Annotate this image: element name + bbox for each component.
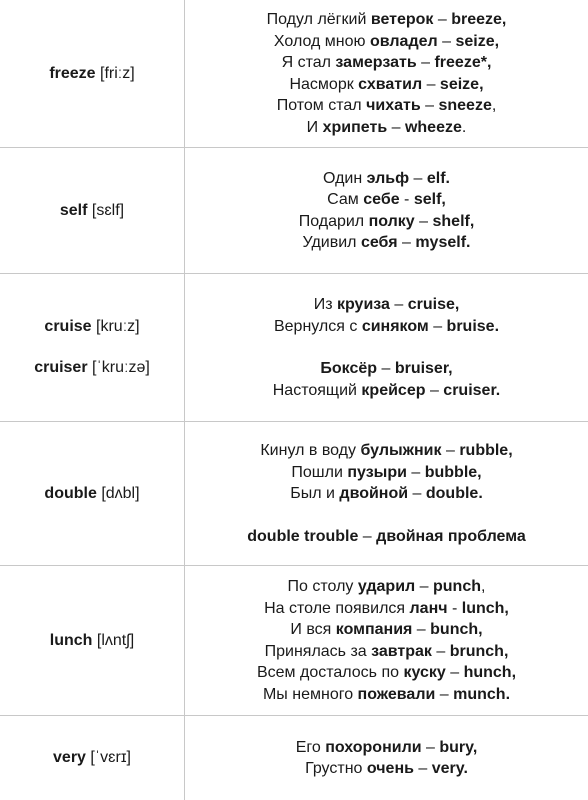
plain-text: Сам xyxy=(327,191,364,208)
plain-text: Холод мною xyxy=(273,32,370,50)
bold-word: Боксёр xyxy=(320,360,378,377)
poem-line xyxy=(264,598,509,620)
bold-word: self, xyxy=(413,191,446,208)
word-cell xyxy=(0,422,184,565)
bold-word: breeze, xyxy=(451,11,507,28)
bold-word: компания xyxy=(335,621,413,638)
plain-text: – xyxy=(412,621,431,638)
bold-word: двойная проблема xyxy=(376,527,526,545)
table-row xyxy=(0,422,588,566)
plain-text: – xyxy=(415,578,433,595)
poem-line xyxy=(314,294,460,316)
poem-line xyxy=(277,95,497,117)
headword: cruiser xyxy=(34,359,88,376)
plain-text: – xyxy=(389,296,408,313)
poem-cell xyxy=(185,566,588,715)
transcription: [ˈvɛrɪ] xyxy=(90,749,131,766)
poem-line xyxy=(260,440,512,462)
word-cell xyxy=(0,0,184,147)
bold-word: double trouble xyxy=(247,527,359,545)
bold-word: lunch, xyxy=(461,599,509,617)
bold-word: hunch, xyxy=(463,664,517,681)
plain-text: – xyxy=(421,738,440,756)
word-cell xyxy=(0,274,184,421)
bold-word: схватил xyxy=(358,75,423,93)
poem-line xyxy=(290,483,483,505)
plain-text: Его xyxy=(295,738,326,756)
plain-text: , xyxy=(491,97,497,114)
plain-text: – xyxy=(441,442,460,459)
bold-word: double. xyxy=(425,485,483,502)
plain-text: - xyxy=(399,191,414,208)
poem-cell xyxy=(185,422,588,565)
poem-line xyxy=(247,526,526,548)
transcription: [lʌntʃ] xyxy=(96,631,135,649)
transcription: [sɛlf] xyxy=(91,201,125,219)
plain-text: – xyxy=(414,212,433,230)
poem-line xyxy=(263,684,510,706)
table-row xyxy=(0,148,588,274)
plain-text: – xyxy=(437,32,456,50)
plain-text: – xyxy=(433,11,452,28)
poem-cell xyxy=(185,0,588,147)
headword: freeze xyxy=(49,64,96,82)
bold-word: very. xyxy=(431,760,468,777)
headword: very xyxy=(53,749,86,766)
plain-text: – xyxy=(377,360,395,377)
poem-line xyxy=(296,737,478,759)
bold-word: sneeze xyxy=(438,97,492,114)
bold-word: cruise, xyxy=(407,296,460,313)
transcription: [ˈkruːzə] xyxy=(92,359,150,376)
plain-text: – xyxy=(416,54,435,71)
plain-text: – xyxy=(408,485,426,502)
plain-text: – xyxy=(422,75,440,93)
plain-text: – xyxy=(387,118,405,136)
plain-text: Подарил xyxy=(298,212,369,230)
plain-text: По столу xyxy=(287,578,358,595)
plain-text: Я стал xyxy=(281,54,336,71)
bold-word: bubble, xyxy=(424,463,482,481)
poem-line xyxy=(307,117,467,139)
bold-word: cruiser. xyxy=(443,381,501,399)
bold-word: пузыри xyxy=(347,463,407,481)
plain-text: – xyxy=(409,169,427,187)
plain-text: Один xyxy=(322,169,367,187)
table-row xyxy=(0,566,588,716)
plain-text: – xyxy=(435,685,454,703)
plain-text: . xyxy=(461,118,467,136)
bold-word: ветерок xyxy=(370,11,434,28)
plain-text: – xyxy=(358,527,377,545)
plain-text: , xyxy=(481,578,486,595)
bold-word: myself. xyxy=(415,234,471,251)
word-cell xyxy=(0,716,184,800)
poem-cell xyxy=(185,716,588,800)
bold-word: пожевали xyxy=(357,685,436,703)
bold-word: полку xyxy=(368,212,415,230)
bold-word: bury, xyxy=(439,738,478,756)
plain-text: И xyxy=(306,118,323,136)
table-row xyxy=(0,716,588,800)
bold-word: brunch, xyxy=(449,642,509,660)
bold-word: чихать xyxy=(366,97,421,114)
poem-line xyxy=(267,9,507,31)
poem-line xyxy=(327,189,446,211)
plain-text: – xyxy=(428,317,447,335)
bold-word: punch xyxy=(433,578,481,595)
bold-word: овладел xyxy=(369,32,438,50)
bold-word: bunch, xyxy=(430,621,483,638)
poem-cell xyxy=(185,274,588,421)
poem-line xyxy=(282,52,492,74)
plain-text: – xyxy=(406,463,425,481)
bold-word: булыжник xyxy=(360,442,442,459)
plain-text: Всем досталось по xyxy=(256,664,404,681)
poem-line xyxy=(291,462,481,484)
poem-line xyxy=(290,619,482,641)
transcription: [friːz] xyxy=(100,64,135,82)
poem-line xyxy=(288,576,486,598)
poem-line xyxy=(305,758,468,780)
headword-entry xyxy=(60,201,124,221)
headword: cruise xyxy=(44,318,92,335)
poem-line xyxy=(274,316,499,338)
poem-line xyxy=(320,358,452,380)
table-row xyxy=(0,274,588,422)
bold-word: синяком xyxy=(361,317,429,335)
bold-word: хрипеть xyxy=(322,118,388,136)
poem-line xyxy=(274,31,499,53)
bold-word: elf. xyxy=(426,169,450,187)
plain-text: – xyxy=(397,234,416,251)
plain-text: Насморк xyxy=(289,75,359,93)
headword-entry xyxy=(44,317,139,337)
plain-text: Настоящий xyxy=(272,381,362,399)
plain-text: Подул лёгкий xyxy=(266,11,371,28)
word-cell xyxy=(0,148,184,273)
bold-word: себе xyxy=(363,191,400,208)
bold-word: эльф xyxy=(366,169,410,187)
bold-word: завтрак xyxy=(371,642,432,660)
bold-word: seize, xyxy=(439,75,484,93)
headword: double xyxy=(44,484,97,502)
transcription: [dʌbl] xyxy=(101,484,140,502)
poem-line xyxy=(265,641,509,663)
bold-word: bruiser, xyxy=(394,360,453,377)
transcription: [kruːz] xyxy=(96,318,140,335)
poem-line xyxy=(289,74,483,96)
plain-text: Принялась за xyxy=(264,642,372,660)
bold-word: freeze*, xyxy=(434,54,492,71)
plain-text: На столе появился xyxy=(264,599,410,617)
poem-line xyxy=(303,232,471,254)
headword-entry xyxy=(44,484,139,504)
poem-line xyxy=(323,168,450,190)
headword-entry xyxy=(49,64,134,84)
plain-text: – xyxy=(445,664,464,681)
poem-cell xyxy=(185,148,588,273)
bold-word: куску xyxy=(403,664,446,681)
bold-word: замерзать xyxy=(335,54,417,71)
poem-line xyxy=(273,380,500,402)
plain-text: - xyxy=(447,599,462,617)
bold-word: ланч xyxy=(409,599,448,617)
plain-text: Кинул в воду xyxy=(260,442,361,459)
bold-word: круиза xyxy=(336,296,390,313)
headword: self xyxy=(59,201,88,219)
plain-text: Пошли xyxy=(291,463,348,481)
plain-text: – xyxy=(431,642,450,660)
bold-word: munch. xyxy=(453,685,511,703)
plain-text: Вернулся с xyxy=(273,317,362,335)
plain-text: Потом стал xyxy=(276,97,367,114)
word-cell xyxy=(0,566,184,715)
headword-entry xyxy=(50,631,134,651)
plain-text: И вся xyxy=(290,621,336,638)
bold-word: rubble, xyxy=(459,442,513,459)
plain-text: Грустно xyxy=(305,760,367,777)
bold-word: ударил xyxy=(357,578,416,595)
headword: lunch xyxy=(49,631,93,649)
table-row xyxy=(0,0,588,148)
plain-text: Был и xyxy=(290,485,340,502)
plain-text: Удивил xyxy=(302,234,361,251)
bold-word: wheeze xyxy=(404,118,462,136)
headword-entry xyxy=(34,358,150,378)
bold-word: крейсер xyxy=(361,381,426,399)
plain-text: – xyxy=(413,760,432,777)
plain-text: Из xyxy=(313,296,337,313)
bold-word: shelf, xyxy=(432,212,475,230)
bold-word: себя xyxy=(360,234,398,251)
plain-text: – xyxy=(420,97,439,114)
plain-text: – xyxy=(425,381,444,399)
bold-word: двойной xyxy=(339,485,409,502)
poem-line xyxy=(299,211,475,233)
plain-text: Мы немного xyxy=(262,685,358,703)
bold-word: похоронили xyxy=(325,738,422,756)
poem-line xyxy=(257,662,516,684)
bold-word: очень xyxy=(366,760,414,777)
bold-word: seize, xyxy=(455,32,500,50)
headword-entry xyxy=(53,748,131,768)
bold-word: bruise. xyxy=(446,317,500,335)
